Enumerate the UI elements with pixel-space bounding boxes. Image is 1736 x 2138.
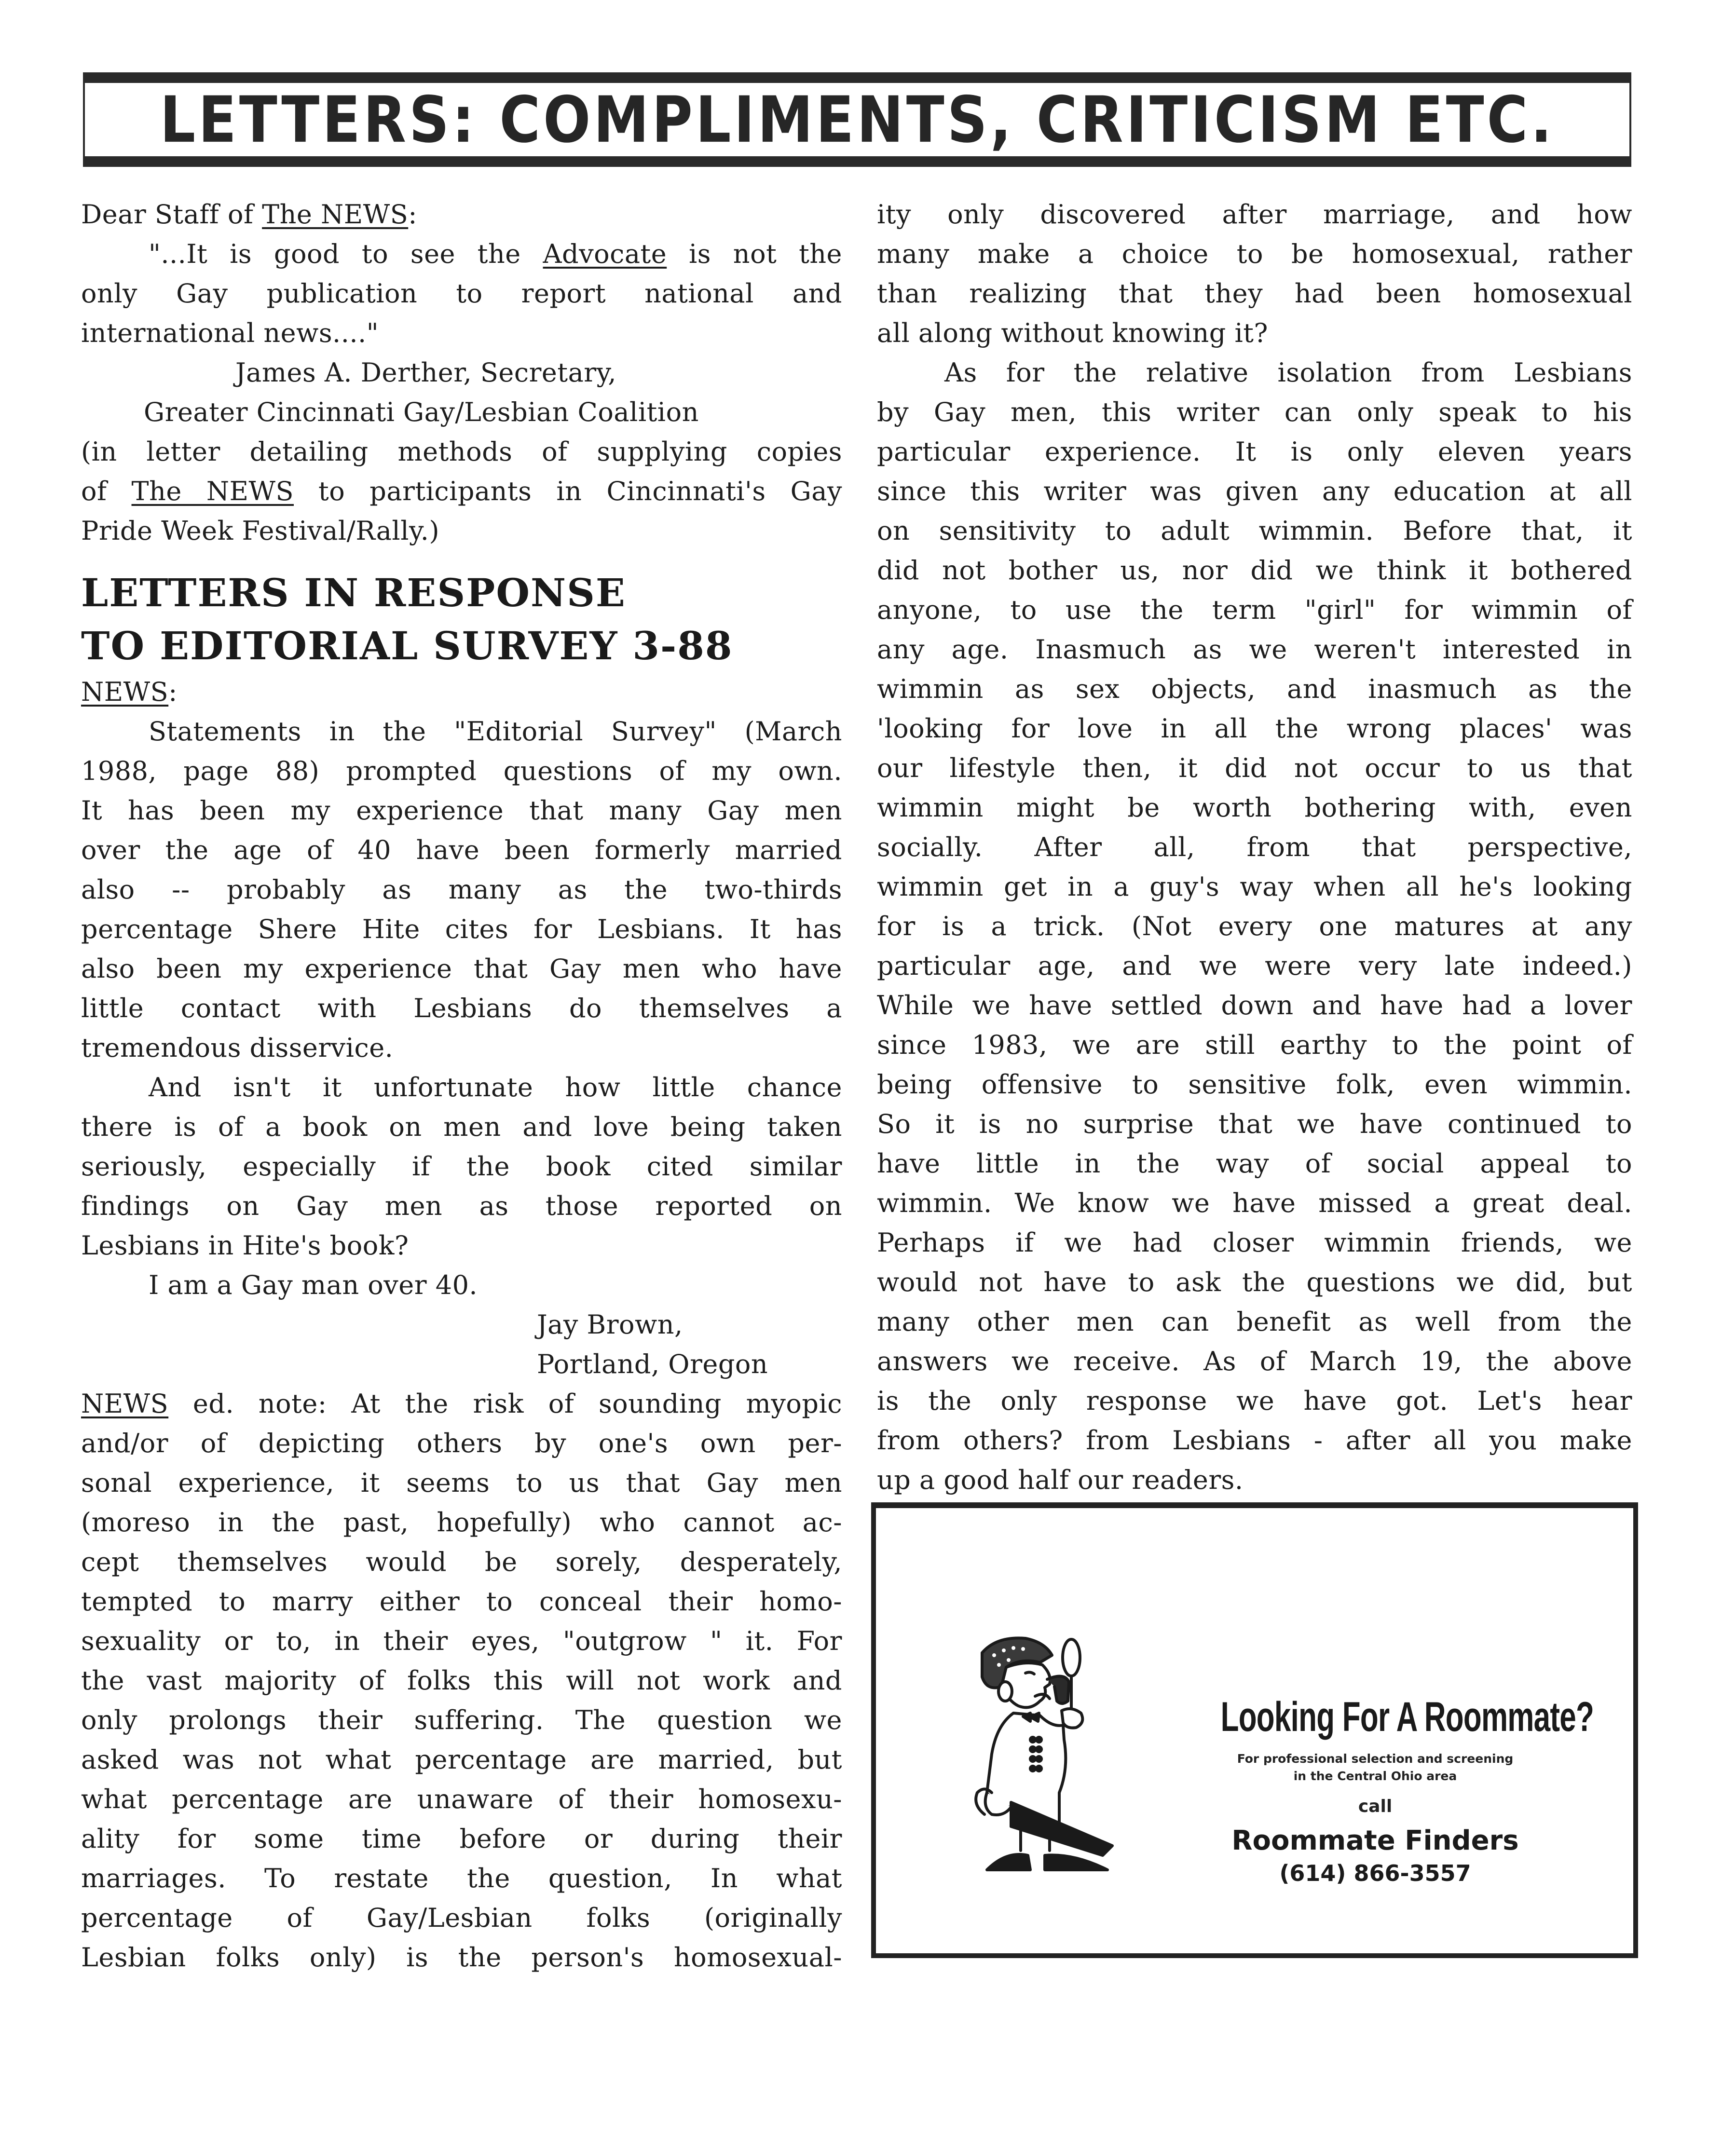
detective-with-magnifying-glass-icon — [968, 1634, 1151, 1884]
editor-note-line: sonal experience, it seems to us that Gay men — [81, 1468, 842, 1498]
ad-headline: Looking For A Roommate? — [1220, 1694, 1594, 1740]
editor-note-line: since this writer was given any education at all — [877, 476, 1632, 506]
editor-note-line: from others? from Lesbians - after all you make — [877, 1425, 1632, 1456]
ad-subtext: For professional selection and screening in the Central Ohio area — [1237, 1752, 1514, 1783]
editor-note-line: answers we receive. As of March 19, the above — [877, 1346, 1632, 1376]
letter-line: I am a Gay man over 40. — [149, 1270, 478, 1300]
editor-note-line: wimmin. We know we have missed a great deal. — [877, 1188, 1632, 1218]
publication-title: The NEWS — [131, 476, 294, 506]
letter-line: percentage Shere Hite cites for Lesbians. It has — [81, 914, 842, 944]
editor-note-line: since 1983, we are still earthy to the point of — [877, 1030, 1632, 1060]
letter-line: And isn't it unfortunate how little chance — [149, 1072, 842, 1103]
editor-note-line: marriages. To restate the question, In what — [81, 1863, 842, 1893]
ad-call-label: call — [1358, 1797, 1393, 1816]
editor-note-line: particular experience. It is only eleven years — [877, 436, 1632, 467]
editor-note-continued — [877, 195, 1632, 1500]
publication-title: The NEWS — [262, 199, 409, 230]
editor-note-line: up a good half our readers. — [877, 1465, 1244, 1495]
quote-line: international news...." — [81, 318, 379, 348]
page-title: LETTERS: COMPLIMENTS, CRITICISM ETC. — [160, 82, 1555, 157]
ad-copy — [1161, 1694, 1594, 1886]
section-heading: LETTERS IN RESPONSE — [81, 570, 626, 615]
letter-salutation: Dear Staff of The NEWS: — [81, 199, 417, 230]
editor-note-line: sexuality or to, in their eyes, "outgrow " it. For — [81, 1626, 842, 1656]
editor-note-line: ality for some time before or during their — [81, 1824, 842, 1854]
letter-line: Statements in the "Editorial Survey" (March — [149, 716, 842, 747]
editor-note-line: (moreso in the past, hopefully) who cannot ac- — [81, 1507, 842, 1538]
editor-note-line: Perhaps if we had closer wimmin friends, we — [877, 1227, 1632, 1258]
letter-salutation: NEWS: — [81, 677, 178, 707]
editor-note-line: have little in the way of social appeal to — [877, 1148, 1632, 1179]
right-column — [877, 195, 1632, 1500]
editor-note-line: all along without knowing it? — [877, 318, 1268, 348]
editor-note-line: would not have to ask the questions we did, but — [877, 1267, 1632, 1297]
roommate-finders-ad — [871, 1502, 1638, 1958]
editor-note-line: While we have settled down and have had a lover — [877, 990, 1632, 1021]
signature-name: Jay Brown, — [537, 1309, 683, 1340]
letter-line: 1988, page 88) prompted questions of my own. — [81, 756, 842, 786]
editor-note-line: many other men can benefit as well from the — [877, 1307, 1632, 1337]
editor-note-line: what percentage are unaware of their homosexu- — [81, 1784, 842, 1814]
left-column — [81, 195, 842, 1977]
letter-line: Lesbians in Hite's book? — [81, 1230, 409, 1261]
editor-note-line: being offensive to sensitive folk, even wimmin. — [877, 1069, 1632, 1100]
ad-phone-number: (614) 866-3557 — [1279, 1860, 1471, 1886]
editor-note-line: tempted to marry either to conceal their homo- — [81, 1586, 842, 1617]
editor-note-line: for is a trick. (Not every one matures at any — [877, 911, 1632, 941]
editor-note-line: wimmin might be worth bothering with, even — [877, 792, 1632, 823]
editor-note-line: cept themselves would be sorely, desperately, — [81, 1547, 842, 1577]
editor-note-line: ity only discovered after marriage, and how — [877, 199, 1632, 230]
editor-note-line: on sensitivity to adult wimmin. Before that, it — [877, 516, 1632, 546]
editor-note-line: As for the relative isolation from Lesbians — [944, 357, 1632, 388]
editor-note-line: only prolongs their suffering. The question we — [81, 1705, 842, 1735]
editor-note-line: asked was not what percentage are married, but — [81, 1744, 842, 1775]
letter-line: over the age of 40 have been formerly married — [81, 835, 842, 865]
editor-note-line: wimmin get in a guy's way when all he's looking — [877, 872, 1632, 902]
editor-note-line: particular age, and we were very late indeed.) — [877, 951, 1632, 981]
section-heading: TO EDITORIAL SURVEY 3-88 — [81, 623, 733, 668]
editor-note-line: many make a choice to be homosexual, rather — [877, 239, 1632, 269]
letter-line: tremendous disservice. — [81, 1033, 394, 1063]
context-note-line: of The NEWS to participants in Cincinnati's Gay — [81, 476, 842, 506]
quote-line: only Gay publication to report national and — [81, 278, 842, 309]
context-note-line: (in letter detailing methods of supplying copies — [81, 436, 842, 467]
letter-line: It has been my experience that many Gay men — [81, 795, 842, 826]
editor-note-line: and/or of depicting others by one's own per- — [81, 1428, 842, 1458]
editor-note-line: percentage of Gay/Lesbian folks (originally — [81, 1903, 842, 1933]
editor-note-line: did not bother us, nor did we think it bothered — [877, 555, 1632, 586]
editor-note-line: the vast majority of folks this will not work and — [81, 1665, 842, 1696]
letter-line: seriously, especially if the book cited similar — [81, 1151, 842, 1182]
letter-line: findings on Gay men as those reported on — [81, 1191, 842, 1221]
editor-note — [81, 1384, 842, 1977]
editor-note-line: wimmin as sex objects, and inasmuch as the — [877, 674, 1632, 704]
editor-note-line: So it is no surprise that we have continued to — [877, 1109, 1632, 1139]
letter-line: little contact with Lesbians do themselves a — [81, 993, 842, 1023]
letter-line: also been my experience that Gay men who have — [81, 953, 842, 984]
editor-note-line: anyone, to use the term "girl" for wimmin of — [877, 595, 1632, 625]
quote-line: "...It is good to see the Advocate is not the — [149, 239, 843, 269]
context-note-line: Pride Week Festival/Rally.) — [81, 516, 440, 546]
editor-note-line: any age. Inasmuch as we weren't interested in — [877, 634, 1632, 665]
masthead-banner — [83, 72, 1631, 167]
letter-brown — [81, 712, 842, 1384]
signature-place: Portland, Oregon — [537, 1349, 768, 1379]
editor-note-line: is the only response we have got. Let's hear — [877, 1386, 1632, 1416]
ad-company-name: Roommate Finders — [1231, 1825, 1519, 1856]
editor-note-line: than realizing that they had been homosexual — [877, 278, 1632, 309]
editor-note-line: our lifestyle then, it did not occur to us that — [877, 753, 1632, 783]
editor-note-line: Lesbian folks only) is the person's homosexual- — [81, 1942, 842, 1973]
editor-note-line: socially. After all, from that perspective, — [877, 832, 1632, 862]
letter-line: there is of a book on men and love being taken — [81, 1112, 842, 1142]
letter-line: also -- probably as many as the two-thirds — [81, 874, 842, 905]
signature-org: Greater Cincinnati Gay/Lesbian Coalition — [144, 397, 699, 427]
letter-derther — [81, 195, 842, 551]
signature-name: James A. Derther, Secretary, — [235, 357, 617, 388]
editor-note-line: 'looking for love in all the wrong places' was — [877, 713, 1632, 744]
publication-title: Advocate — [543, 239, 667, 269]
editor-note-line: by Gay men, this writer can only speak to his — [877, 397, 1632, 427]
spacer — [81, 551, 842, 566]
publication-title: NEWS — [81, 1389, 169, 1419]
editor-note-line: NEWS ed. note: At the risk of sounding myopic — [81, 1389, 842, 1419]
